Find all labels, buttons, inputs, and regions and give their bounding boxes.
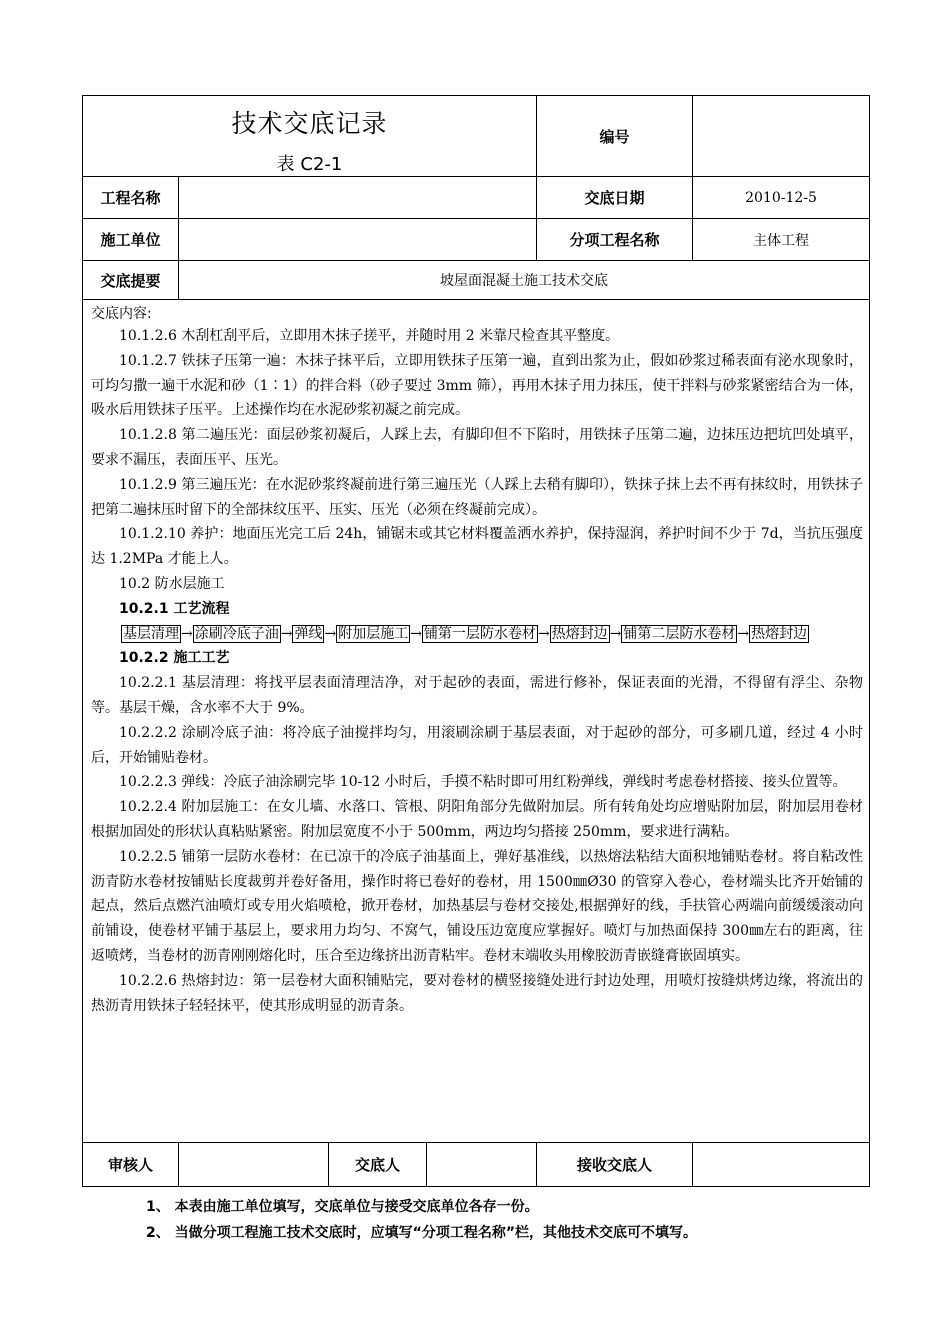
form-code: 表 C2-1: [276, 154, 343, 175]
flow-arrow: →: [280, 625, 293, 642]
title-cell: [83, 96, 537, 177]
form-title: 技术交底记录: [231, 109, 388, 138]
content-paragraph: 10.2.2.5 铺第一层防水卷材：在已凉干的冷底子油基面上，弹好基准线，以热熔法粘结大面积地铺贴卷材。将自粘改性沥青防水卷材按铺贴长度裁剪并卷好备用，操作时将已卷好的卷材，用 1500㎜Ø30 的管穿入卷心，卷材端头比齐开始铺的起点，然后点燃汽油喷灯或专用火焰喷枪，掀开卷材，加热基层与卷材交接处,根据弹好的线，手扶管心两端向前缓缓滚动向前铺设，使卷材平铺于基层上，要求用力均匀、不窝气，铺设压边宽度应掌握好。喷灯与加热面保持 300㎜左右的距离，往返喷烤，当卷材的沥青刚刚熔化时，压合至边缘挤出沥青粘牢。卷材末端收头用橡胶沥青嵌缝膏嵌固填实。: [91, 848, 864, 964]
content-paragraph: 10.1.2.8 第二遍压光：面层砂浆初凝后，人踩上去，有脚印但不下陷时，用铁抹子压第二遍，边抹压边把坑凹处填平，要求不漏压，表面压平、压光。: [91, 427, 864, 468]
content-paragraph: 10.2.2.2 涂刷冷底子油：将冷底子油搅拌均匀，用滚刷涂刷于基层表面，对于起砂的部分，可多刷几道，经过 4 小时后，开始铺贴卷材。: [91, 724, 864, 766]
flow-arrow: →: [737, 625, 750, 642]
receiver-label: 接收交底人: [537, 1143, 693, 1187]
summary-field[interactable]: 坡屋面混凝土施工技术交底: [179, 261, 870, 300]
construction-unit-field[interactable]: [179, 219, 537, 261]
subproject-field[interactable]: 主体工程: [693, 219, 870, 261]
footnotes: [146, 1194, 697, 1246]
form-table: [82, 95, 870, 1187]
flow-arrow: →: [324, 625, 337, 642]
presenter-label: 交底人: [329, 1143, 427, 1187]
content-paragraph: 10.2.2.3 弹线：冷底子油涂刷完毕 10-12 小时后，手摸不粘时即可用红粉弹线，弹线时考虑卷材搭接、接头位置等。: [119, 774, 847, 791]
flow-heading: 10.2.1 工艺流程: [119, 600, 230, 617]
reviewer-label: 审核人: [83, 1143, 179, 1187]
technical-disclosure-form: [82, 95, 869, 1187]
date-field[interactable]: 2010-12-5: [693, 177, 870, 219]
date-label: 交底日期: [537, 177, 693, 219]
footnote: 2、 当做分项工程施工技术交底时，应填写“分项工程名称”栏，其他技术交底可不填写。: [146, 1225, 698, 1241]
content-paragraph: 10.1.2.6 木刮杠刮平后，立即用木抹子搓平，并随时用 2 米靠尺检查其平整度。: [119, 328, 620, 344]
flow-step: 铺第二层防水卷材: [623, 625, 736, 642]
construction-unit-label: 施工单位: [83, 219, 179, 261]
process-heading: 10.2.2 施工工艺: [119, 650, 230, 667]
content-paragraph: 10.2.2.6 热熔封边：第一层卷材大面积铺贴完，要对卷材的横竖接缝处进行封边处理，用喷灯按缝烘烤边缘，将流出的热沥青用铁抹子轻轻抹平，使其形成明显的沥青条。: [91, 972, 864, 1014]
flow-step: 热熔封边: [551, 625, 608, 642]
flow-step: 附加层施工: [338, 625, 409, 642]
flow-arrow: →: [609, 625, 622, 642]
subproject-label: 分项工程名称: [537, 219, 693, 261]
flow-arrow: →: [181, 625, 193, 642]
project-name-field[interactable]: [179, 177, 537, 219]
flow-arrow: →: [410, 625, 422, 642]
project-name-label: 工程名称: [83, 177, 179, 219]
content-paragraph: 10.2.2.1 基层清理：将找平层表面清理洁净，对于起砂的表面，需进行修补，保证表面的光滑，不得留有浮尘、杂物等。基层干燥，含水率不大于 9%。: [91, 675, 864, 716]
flow-arrow: →: [537, 625, 550, 642]
flow-step: 热熔封边: [751, 625, 808, 642]
disclosure-content: [83, 300, 870, 1143]
content-paragraph: 10.1.2.10 养护：地面压光完工后 24h，铺锯末或其它材料覆盖洒水养护，保持湿润，养护时间不少于 7d，当抗压强度达 1.2MPa 才能上人。: [91, 526, 864, 568]
footnote: 1、 本表由施工单位填写，交底单位与接受交底单位各存一份。: [146, 1199, 539, 1215]
section-heading: 10.2 防水层施工: [119, 575, 225, 592]
content-paragraph: 10.1.2.9 第三遍压光：在水泥砂浆终凝前进行第三遍压光（人踩上去稍有脚印），铁抹子抹上去不再有抹纹时，用铁抹子把第二遍抹压时留下的全部抹纹压平、压实、压光（必须在终凝前完成）。: [91, 476, 864, 518]
flow-step: 弹线: [294, 625, 323, 642]
flow-step: 涂刷冷底子油: [194, 625, 279, 642]
content-paragraph: 10.1.2.7 铁抹子压第一遍：木抹子抹平后，立即用铁抹子压第一遍，直到出浆为止，假如砂浆过稀表面有泌水现象时，可均匀撒一遍干水泥和砂（1∶1）的拌合料（砂子要过 3mm 筛），再用木抹子用力抹压，使干拌料与砂浆紧密结合为一体，吸水后用铁抹子压平。上述操作均在水泥砂浆初凝之前完成。: [91, 352, 864, 419]
number-field[interactable]: [693, 96, 870, 177]
content-heading: 交底内容:: [91, 306, 152, 322]
summary-label: 交底提要: [83, 261, 179, 300]
flow-step: 铺第一层防水卷材: [423, 625, 536, 642]
process-flow: [91, 622, 863, 647]
number-label: 编号: [537, 96, 693, 177]
presenter-field[interactable]: [427, 1143, 537, 1187]
receiver-field[interactable]: [693, 1143, 870, 1187]
reviewer-field[interactable]: [179, 1143, 329, 1187]
content-paragraph: 10.2.2.4 附加层施工：在女儿墙、水落口、管根、阴阳角部分先做附加层。所有转角处均应增贴附加层，附加层用卷材根据加固处的形状认真粘贴紧密。附加层宽度不小于 500mm，两边均匀搭接 250mm，要求进行满粘。: [91, 799, 864, 840]
flow-step: 基层清理: [123, 625, 179, 642]
